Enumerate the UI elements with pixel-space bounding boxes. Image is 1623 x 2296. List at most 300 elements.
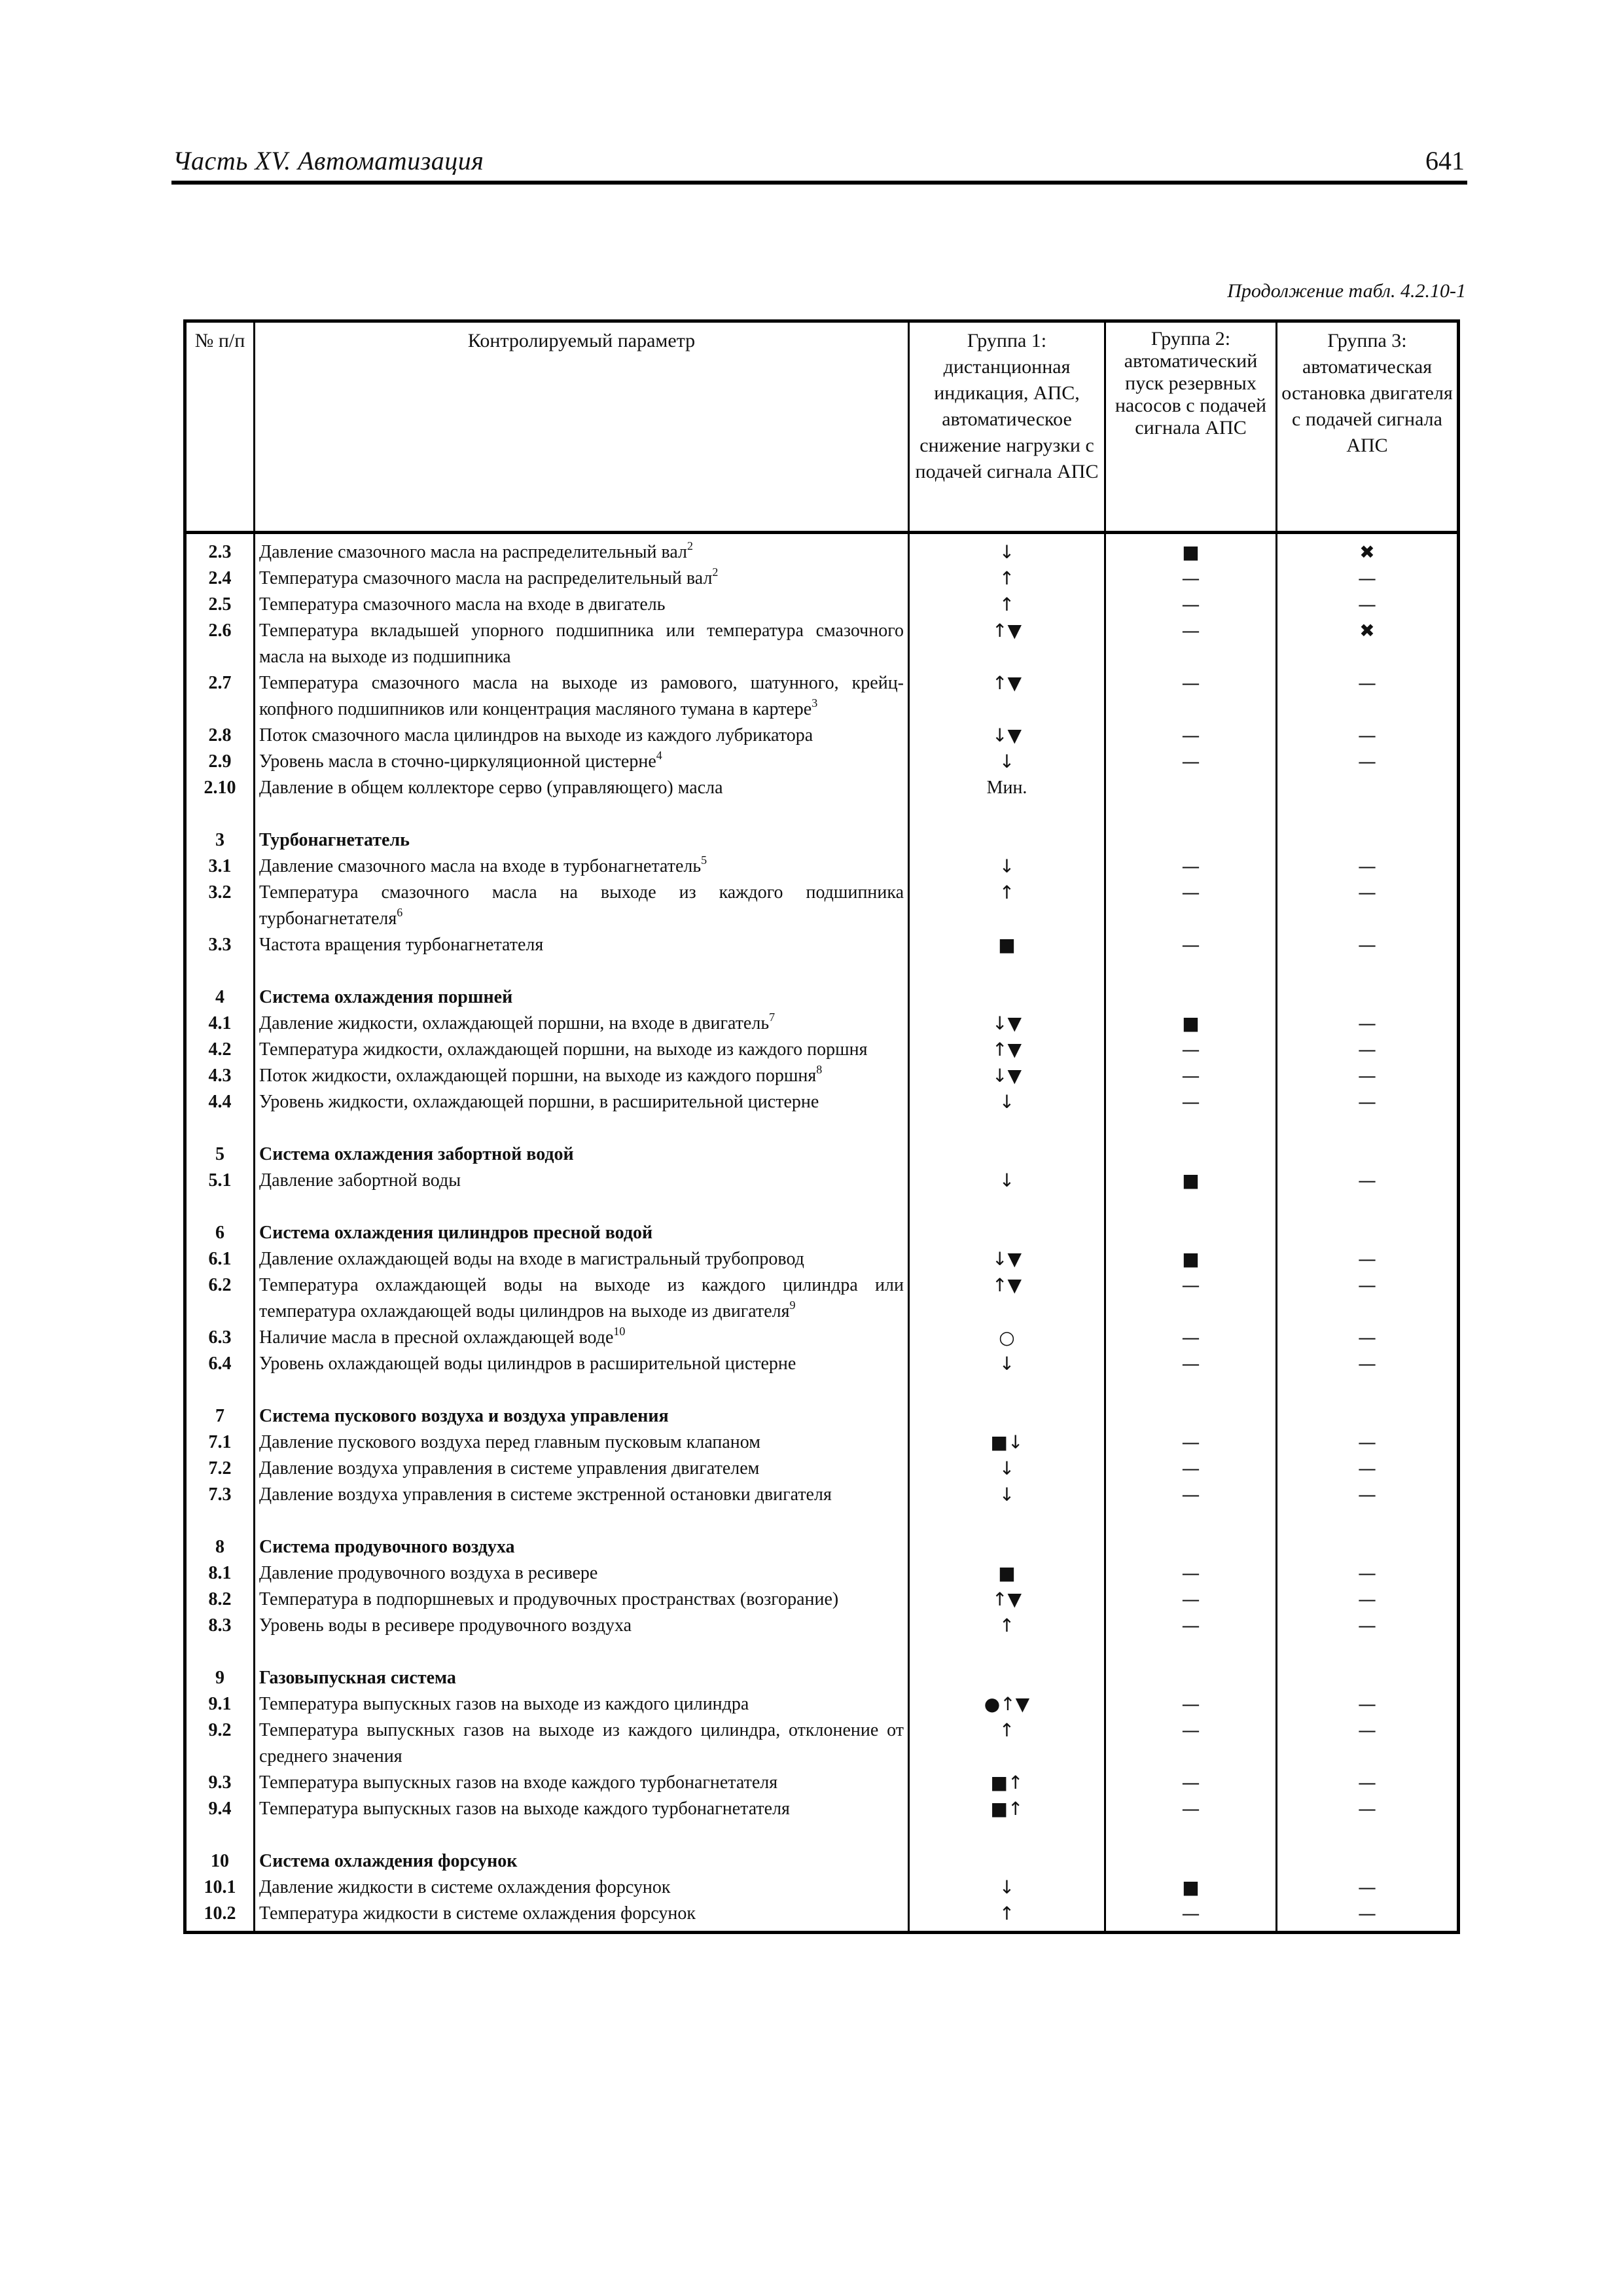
- table-spacer-row: [185, 1508, 1459, 1534]
- spacer-cell: [1105, 1508, 1277, 1534]
- parameter-name: [255, 618, 909, 670]
- row-number: 7: [185, 1403, 255, 1429]
- group-1-symbol: ↑: [909, 880, 1105, 932]
- table-row: [185, 749, 1459, 775]
- group-3-symbol: —: [1277, 1351, 1459, 1377]
- row-number: 8: [185, 1534, 255, 1560]
- row-number: 3.2: [185, 880, 255, 932]
- parameter-name: [255, 1351, 909, 1377]
- parameter-text: Поток смазочного масла цилиндров на выходе из каждого лубрикатора: [259, 725, 813, 745]
- group-2-symbol: ■: [1105, 1011, 1277, 1037]
- section-row: [185, 984, 1459, 1011]
- section-title: [255, 1534, 909, 1560]
- parameter-text: Наличие масла в пресной охлаждающей воде: [259, 1327, 614, 1348]
- group-1-symbol: ↓: [909, 1089, 1105, 1115]
- parameter-name: [255, 1560, 909, 1587]
- group-3-symbol: —: [1277, 1560, 1459, 1587]
- table-row: [185, 1796, 1459, 1822]
- group-1-symbol: ↑▼: [909, 1272, 1105, 1325]
- parameter-name: [255, 1691, 909, 1717]
- group-2-symbol: [1105, 1665, 1277, 1691]
- parameter-name: [255, 1482, 909, 1508]
- table-spacer-row: [185, 958, 1459, 984]
- parameter-text: Давление охлаждающей воды на входе в магистральный трубопровод: [259, 1249, 804, 1269]
- spacer-cell: [909, 958, 1105, 984]
- parameter-text: Температура в подпоршневых и продувочных пространствах (возгорание): [259, 1589, 839, 1609]
- parameter-name: [255, 533, 909, 566]
- group-2-symbol: —: [1105, 1796, 1277, 1822]
- parameter-text: Система пускового воздуха и воздуха управления: [259, 1406, 669, 1426]
- group-3-symbol: —: [1277, 1796, 1459, 1822]
- row-number: 7.2: [185, 1456, 255, 1482]
- parameter-text: Частота вращения турбонагнетателя: [259, 935, 544, 955]
- table-row: [185, 1325, 1459, 1351]
- parameter-text: Температура смазочного масла на входе в двигатель: [259, 594, 666, 615]
- group-1-symbol: ■: [909, 1560, 1105, 1587]
- group-2-symbol: —: [1105, 1901, 1277, 1933]
- group-3-symbol: [1277, 984, 1459, 1011]
- group-2-symbol: —: [1105, 1587, 1277, 1613]
- table-row: [185, 533, 1459, 566]
- parameter-text: Температура выпускных газов на входе каждого турбонагнетателя: [259, 1772, 778, 1793]
- parameter-name: [255, 1037, 909, 1063]
- group-3-symbol: —: [1277, 723, 1459, 749]
- group-3-symbol: [1277, 1665, 1459, 1691]
- group-1-symbol: ↑▼: [909, 618, 1105, 670]
- row-number: 6: [185, 1220, 255, 1246]
- group-2-symbol: ■: [1105, 1168, 1277, 1194]
- parameter-name: [255, 1587, 909, 1613]
- group-1-symbol: ●↑▼: [909, 1691, 1105, 1717]
- group-1-symbol: ↓▼: [909, 723, 1105, 749]
- table-row: [185, 1272, 1459, 1325]
- group-1-symbol: [909, 1403, 1105, 1429]
- parameter-name: [255, 1429, 909, 1456]
- table-row: [185, 775, 1459, 801]
- group-2-symbol: ■: [1105, 1246, 1277, 1272]
- group-1-symbol: [909, 1665, 1105, 1691]
- parameter-text: Система охлаждения цилиндров пресной водой: [259, 1223, 653, 1243]
- group-3-symbol: —: [1277, 1874, 1459, 1901]
- section-title: [255, 1403, 909, 1429]
- row-number: 6.4: [185, 1351, 255, 1377]
- parameter-text: Газовыпускная система: [259, 1668, 456, 1688]
- parameter-text: Система охлаждения форсунок: [259, 1851, 518, 1871]
- parameter-text: Давление смазочного масла на распределительный вал: [259, 542, 687, 562]
- spacer-cell: [909, 1639, 1105, 1665]
- group-2-symbol: —: [1105, 1063, 1277, 1089]
- group-3-symbol: [1277, 1220, 1459, 1246]
- row-number: 4.1: [185, 1011, 255, 1037]
- parameter-text: Температура смазочного масла на выходе из каждого подшипника турбонагнетателя: [259, 882, 904, 929]
- parameter-name: [255, 1613, 909, 1639]
- group-1-symbol: Мин.: [909, 775, 1105, 801]
- spacer-cell: [1277, 1377, 1459, 1403]
- group-3-symbol: ✖: [1277, 618, 1459, 670]
- row-number: 6.2: [185, 1272, 255, 1325]
- group-3-symbol: —: [1277, 1456, 1459, 1482]
- footnote-marker: 2: [687, 539, 693, 552]
- group-2-symbol: —: [1105, 592, 1277, 618]
- group-2-symbol: —: [1105, 749, 1277, 775]
- table-row: [185, 1560, 1459, 1587]
- parameter-name: [255, 1717, 909, 1770]
- section-title: [255, 984, 909, 1011]
- row-number: 2.5: [185, 592, 255, 618]
- parameter-name: [255, 1063, 909, 1089]
- spacer-cell: [1105, 958, 1277, 984]
- row-number: 9.4: [185, 1796, 255, 1822]
- parameter-name: [255, 1272, 909, 1325]
- parameter-text: Температура выпускных газов на выходе каждого турбонагнетателя: [259, 1799, 790, 1819]
- group-3-symbol: —: [1277, 1089, 1459, 1115]
- parameter-text: Температура смазочного масла на распределительный вал: [259, 568, 713, 588]
- row-number: 10.1: [185, 1874, 255, 1901]
- table-row: [185, 1587, 1459, 1613]
- spacer-cell: [255, 1508, 909, 1534]
- parameter-text: Температура смазочного масла на выходе из рамового, шатунного, крейц-копфного подшипников или концентрация масляного тумана в картере: [259, 673, 904, 719]
- group-3-symbol: —: [1277, 749, 1459, 775]
- group-3-symbol: —: [1277, 1482, 1459, 1508]
- spacer-cell: [1277, 801, 1459, 827]
- group-2-symbol: —: [1105, 670, 1277, 723]
- section-row: [185, 1220, 1459, 1246]
- header-title: Часть XV. Автоматизация: [173, 146, 484, 175]
- spacer-cell: [255, 801, 909, 827]
- footnote-marker: 5: [701, 853, 707, 867]
- group-2-symbol: —: [1105, 1325, 1277, 1351]
- group-1-symbol: ↑▼: [909, 1587, 1105, 1613]
- row-number: 10.2: [185, 1901, 255, 1933]
- group-2-symbol: [1105, 1141, 1277, 1168]
- table-row: [185, 853, 1459, 880]
- footnote-marker: 3: [812, 696, 818, 709]
- group-2-symbol: —: [1105, 1429, 1277, 1456]
- group-2-symbol: —: [1105, 880, 1277, 932]
- row-number: 7.3: [185, 1482, 255, 1508]
- row-number: 2.4: [185, 565, 255, 592]
- table-row: [185, 1901, 1459, 1933]
- group-3-symbol: —: [1277, 1325, 1459, 1351]
- section-row: [185, 1665, 1459, 1691]
- table-row: [185, 1613, 1459, 1639]
- spacer-cell: [185, 1639, 255, 1665]
- group-2-symbol: [1105, 1220, 1277, 1246]
- group-1-symbol: ↑: [909, 1613, 1105, 1639]
- footnote-marker: 10: [613, 1325, 626, 1338]
- group-1-symbol: ↓▼: [909, 1246, 1105, 1272]
- table-row: [185, 1456, 1459, 1482]
- row-number: 2.3: [185, 533, 255, 566]
- row-number: 9.1: [185, 1691, 255, 1717]
- group-3-symbol: [1277, 1534, 1459, 1560]
- parameters-table: [183, 319, 1460, 1934]
- group-1-symbol: ↓: [909, 1456, 1105, 1482]
- table-spacer-row: [185, 1822, 1459, 1848]
- group-3-symbol: [1277, 827, 1459, 853]
- table-row: [185, 670, 1459, 723]
- table-row: [185, 618, 1459, 670]
- table-row: [185, 1429, 1459, 1456]
- parameter-name: [255, 1089, 909, 1115]
- parameter-text: Температура охлаждающей воды на выходе из каждого цилиндра или температура охлаждающей воды цилиндров на выходе из двигателя: [259, 1275, 904, 1321]
- group-2-symbol: —: [1105, 932, 1277, 958]
- row-number: 9: [185, 1665, 255, 1691]
- group-3-symbol: —: [1277, 1691, 1459, 1717]
- parameter-name: [255, 592, 909, 618]
- group-3-symbol: [1277, 1848, 1459, 1874]
- row-number: 5.1: [185, 1168, 255, 1194]
- parameter-text: Давление продувочного воздуха в ресивере: [259, 1563, 598, 1583]
- group-1-symbol: [909, 1141, 1105, 1168]
- parameter-name: [255, 853, 909, 880]
- group-3-symbol: —: [1277, 1037, 1459, 1063]
- group-3-symbol: —: [1277, 880, 1459, 932]
- spacer-cell: [255, 1377, 909, 1403]
- group-3-symbol: —: [1277, 1011, 1459, 1037]
- group-1-symbol: ■↓: [909, 1429, 1105, 1456]
- table-spacer-row: [185, 1377, 1459, 1403]
- section-row: [185, 1403, 1459, 1429]
- spacer-cell: [909, 801, 1105, 827]
- group-2-symbol: —: [1105, 853, 1277, 880]
- footnote-marker: 9: [789, 1299, 796, 1312]
- group-1-symbol: ↓: [909, 1351, 1105, 1377]
- spacer-cell: [909, 1377, 1105, 1403]
- table-row: [185, 880, 1459, 932]
- group-3-symbol: —: [1277, 565, 1459, 592]
- group-1-symbol: ■↑: [909, 1770, 1105, 1796]
- parameter-text: Давление жидкости в системе охлаждения форсунок: [259, 1877, 671, 1897]
- group-1-symbol: [909, 1534, 1105, 1560]
- footnote-marker: 8: [816, 1063, 823, 1076]
- header-group-1: Группа 1: дистанционная индикация, АПС, автоматическое снижение нагрузки с подачей сигнала АПС: [909, 321, 1105, 533]
- spacer-cell: [255, 1639, 909, 1665]
- row-number: 3: [185, 827, 255, 853]
- spacer-cell: [255, 1822, 909, 1848]
- parameter-name: [255, 670, 909, 723]
- spacer-cell: [909, 1194, 1105, 1220]
- group-3-symbol: —: [1277, 932, 1459, 958]
- row-number: 4.4: [185, 1089, 255, 1115]
- parameter-text: Давление смазочного масла на входе в турбонагнетатель: [259, 856, 702, 876]
- group-1-symbol: [909, 1848, 1105, 1874]
- row-number: 2.7: [185, 670, 255, 723]
- parameter-name: [255, 565, 909, 592]
- row-number: 2.10: [185, 775, 255, 801]
- spacer-cell: [185, 1508, 255, 1534]
- spacer-cell: [185, 1822, 255, 1848]
- spacer-cell: [909, 1822, 1105, 1848]
- parameter-name: [255, 932, 909, 958]
- section-row: [185, 1534, 1459, 1560]
- section-row: [185, 1848, 1459, 1874]
- table-row: [185, 723, 1459, 749]
- table-row: [185, 1691, 1459, 1717]
- spacer-cell: [1105, 1822, 1277, 1848]
- row-number: 10: [185, 1848, 255, 1874]
- group-3-symbol: ✖: [1277, 533, 1459, 566]
- parameter-text: Уровень воды в ресивере продувочного воздуха: [259, 1615, 632, 1636]
- spacer-cell: [909, 1115, 1105, 1141]
- table-spacer-row: [185, 1115, 1459, 1141]
- table-continuation-caption: Продолжение табл. 4.2.10-1: [1227, 280, 1466, 302]
- table-row: [185, 592, 1459, 618]
- group-2-symbol: —: [1105, 1770, 1277, 1796]
- spacer-cell: [909, 1508, 1105, 1534]
- group-2-symbol: —: [1105, 1717, 1277, 1770]
- table-row: [185, 1874, 1459, 1901]
- table-spacer-row: [185, 1194, 1459, 1220]
- header-group-3: Группа 3: автоматическая остановка двигателя с подачей сигнала АПС: [1277, 321, 1459, 533]
- spacer-cell: [255, 1115, 909, 1141]
- group-1-symbol: ↑▼: [909, 670, 1105, 723]
- group-2-symbol: —: [1105, 1691, 1277, 1717]
- parameter-text: Температура вкладышей упорного подшипника или температура смазочного масла на выходе из подшипника: [259, 620, 904, 667]
- section-title: [255, 1665, 909, 1691]
- row-number: 9.2: [185, 1717, 255, 1770]
- row-number: 8.2: [185, 1587, 255, 1613]
- row-number: 3.3: [185, 932, 255, 958]
- table-row: [185, 1770, 1459, 1796]
- section-row: [185, 1141, 1459, 1168]
- table-spacer-row: [185, 1639, 1459, 1665]
- group-3-symbol: [1277, 775, 1459, 801]
- footnote-marker: 6: [397, 906, 403, 919]
- spacer-cell: [185, 1194, 255, 1220]
- group-1-symbol: ↓: [909, 533, 1105, 566]
- spacer-cell: [255, 958, 909, 984]
- group-1-symbol: [909, 827, 1105, 853]
- group-2-symbol: [1105, 827, 1277, 853]
- table-row: [185, 1246, 1459, 1272]
- group-1-symbol: ○: [909, 1325, 1105, 1351]
- group-1-symbol: ↑▼: [909, 1037, 1105, 1063]
- group-1-symbol: ↓: [909, 1874, 1105, 1901]
- section-title: [255, 827, 909, 853]
- table-row: [185, 565, 1459, 592]
- group-1-symbol: ↑: [909, 565, 1105, 592]
- table-row: [185, 932, 1459, 958]
- parameter-text: Уровень масла в сточно-циркуляционной цистерне: [259, 751, 656, 772]
- row-number: 6.3: [185, 1325, 255, 1351]
- footnote-marker: 7: [769, 1011, 776, 1024]
- parameter-text: Система охлаждения поршней: [259, 987, 513, 1007]
- row-number: 8.3: [185, 1613, 255, 1639]
- group-2-symbol: —: [1105, 1351, 1277, 1377]
- group-2-symbol: —: [1105, 1560, 1277, 1587]
- group-3-symbol: —: [1277, 1587, 1459, 1613]
- parameter-text: Уровень охлаждающей воды цилиндров в расширительной цистерне: [259, 1354, 796, 1374]
- table-spacer-row: [185, 801, 1459, 827]
- spacer-cell: [185, 801, 255, 827]
- group-2-symbol: —: [1105, 1037, 1277, 1063]
- section-title: [255, 1848, 909, 1874]
- parameter-name: [255, 1874, 909, 1901]
- group-1-symbol: [909, 1220, 1105, 1246]
- group-2-symbol: —: [1105, 618, 1277, 670]
- group-2-symbol: —: [1105, 1272, 1277, 1325]
- group-3-symbol: —: [1277, 1901, 1459, 1933]
- row-number: 3.1: [185, 853, 255, 880]
- parameter-name: [255, 1456, 909, 1482]
- parameter-text: Давление забортной воды: [259, 1170, 461, 1191]
- row-number: 9.3: [185, 1770, 255, 1796]
- parameter-text: Давление воздуха управления в системе управления двигателем: [259, 1458, 760, 1479]
- parameter-name: [255, 1246, 909, 1272]
- parameter-text: Уровень жидкости, охлаждающей поршни, в расширительной цистерне: [259, 1092, 819, 1112]
- group-3-symbol: —: [1277, 1246, 1459, 1272]
- table-row: [185, 1063, 1459, 1089]
- spacer-cell: [1105, 1194, 1277, 1220]
- parameter-text: Поток жидкости, охлаждающей поршни, на выходе из каждого поршня: [259, 1066, 817, 1086]
- spacer-cell: [185, 1115, 255, 1141]
- row-number: 4.3: [185, 1063, 255, 1089]
- group-1-symbol: ↑: [909, 1717, 1105, 1770]
- table-row: [185, 1482, 1459, 1508]
- parameter-name: [255, 880, 909, 932]
- group-2-symbol: ■: [1105, 533, 1277, 566]
- parameter-text: Давление в общем коллекторе серво (управляющего) масла: [259, 778, 723, 798]
- header-group-2: Группа 2: автоматический пуск резервных насосов с подачей сигнала АПС: [1105, 321, 1277, 533]
- group-3-symbol: —: [1277, 1717, 1459, 1770]
- table-row: [185, 1037, 1459, 1063]
- group-3-symbol: —: [1277, 1429, 1459, 1456]
- spacer-cell: [1277, 1639, 1459, 1665]
- parameter-name: [255, 1770, 909, 1796]
- footnote-marker: 4: [656, 749, 662, 762]
- row-number: 5: [185, 1141, 255, 1168]
- parameter-text: Температура выпускных газов на выходе из каждого цилиндра, отклонение от среднего значения: [259, 1720, 904, 1767]
- table-row: [185, 1351, 1459, 1377]
- row-number: 2.9: [185, 749, 255, 775]
- spacer-cell: [255, 1194, 909, 1220]
- page-number: 641: [1425, 146, 1465, 175]
- parameter-text: Температура жидкости в системе охлаждения форсунок: [259, 1903, 696, 1924]
- group-3-symbol: [1277, 1141, 1459, 1168]
- group-1-symbol: ↓▼: [909, 1063, 1105, 1089]
- group-1-symbol: ■: [909, 932, 1105, 958]
- group-2-symbol: [1105, 1848, 1277, 1874]
- table-header-row: [185, 321, 1459, 533]
- group-1-symbol: ■↑: [909, 1796, 1105, 1822]
- parameter-name: [255, 1011, 909, 1037]
- parameter-name: [255, 775, 909, 801]
- parameter-name: [255, 749, 909, 775]
- spacer-cell: [1277, 1115, 1459, 1141]
- parameter-name: [255, 1901, 909, 1933]
- group-3-symbol: —: [1277, 1168, 1459, 1194]
- row-number: 7.1: [185, 1429, 255, 1456]
- spacer-cell: [1277, 958, 1459, 984]
- parameter-text: Температура выпускных газов на выходе из каждого цилиндра: [259, 1694, 749, 1714]
- group-3-symbol: —: [1277, 670, 1459, 723]
- group-1-symbol: [909, 984, 1105, 1011]
- group-2-symbol: —: [1105, 1613, 1277, 1639]
- group-3-symbol: —: [1277, 1272, 1459, 1325]
- group-2-symbol: —: [1105, 565, 1277, 592]
- spacer-cell: [1105, 1639, 1277, 1665]
- row-number: 4.2: [185, 1037, 255, 1063]
- spacer-cell: [185, 1377, 255, 1403]
- group-2-symbol: [1105, 1534, 1277, 1560]
- parameter-text: Система продувочного воздуха: [259, 1537, 515, 1557]
- group-1-symbol: ↓: [909, 853, 1105, 880]
- row-number: 6.1: [185, 1246, 255, 1272]
- group-2-symbol: [1105, 984, 1277, 1011]
- group-3-symbol: —: [1277, 1063, 1459, 1089]
- group-1-symbol: ↓: [909, 749, 1105, 775]
